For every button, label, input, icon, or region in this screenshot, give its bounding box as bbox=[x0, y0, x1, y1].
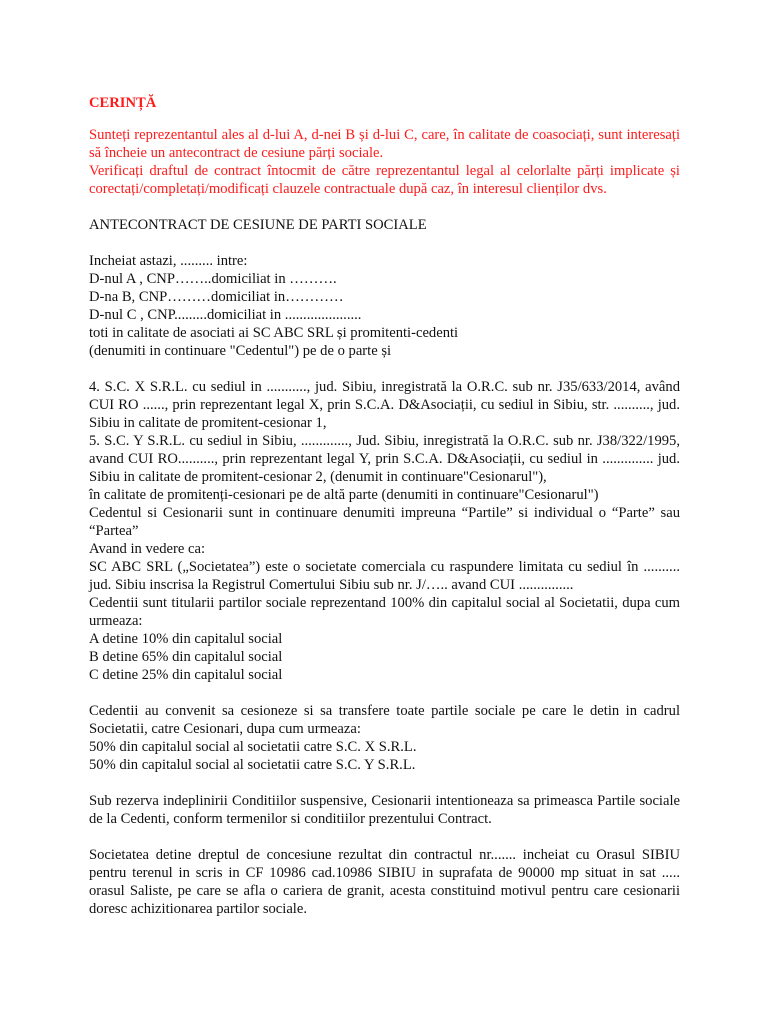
party-a: D-nul A , CNP……..domiciliat in ………. bbox=[89, 271, 337, 287]
partile-line: Cedentul si Cesionarii sunt in continuare denumiti impreuna “Partile” si individual o “Parte” sau “Partea” bbox=[89, 505, 680, 539]
party-4-paragraph: 4. S.C. X S.R.L. cu sediul in ..........., jud. Sibiu, inregistrată la O.R.C. sub nr. J35/633/2014, având CUI RO ......, prin reprezentant legal X, prin S.C.A. D&Asociații, cu sediul in Sibiu, str. .........., jud. Sibiu in calitate de promitent-cesionar 1, bbox=[89, 379, 680, 431]
transfer-item: 50% din capitalul social al societatii catre S.C. Y S.R.L. bbox=[89, 757, 416, 773]
convenit-paragraph: Cedentii au convenit sa cesioneze si sa transfere toate partile sociale pe care le detin in cadrul Societatii, catre Cesionari, dupa cum urmeaza: bbox=[89, 703, 680, 737]
task-paragraph-1: Sunteți reprezentantul ales al d-lui A, d-nei B și d-lui C, care, în calitate de coasociați, sunt interesați să încheie un antecontract de cesiune părți sociale. bbox=[89, 127, 680, 161]
task-paragraph-2: Verificați draftul de contract întocmit de către reprezentantul legal al celorlalte părți implicate și corectați/completați/modificați clauzele contractuale după caz, în interesul clienților dvs. bbox=[89, 163, 680, 197]
party-5-paragraph: 5. S.C. Y S.R.L. cu sediul in Sibiu, ............., Jud. Sibiu, inregistrată la O.R.C. sub nr. J38/322/1995, avand CUI RO.........., prin reprezentant legal Y, prin S.C.A. D&Asociații, cu sediul in .............. jud. Sibiu in calitate de promitent-cesionar 2, (denumit in continuare"Cesionarul"), bbox=[89, 433, 680, 485]
transfer-item: 50% din capitalul social al societatii catre S.C. X S.R.L. bbox=[89, 739, 417, 755]
contract-title: ANTECONTRACT DE CESIUNE DE PARTI SOCIALE bbox=[89, 217, 427, 233]
societatea-paragraph: SC ABC SRL („Societatea”) este o societate comerciala cu raspundere limitata cu sediul în .......... jud. Sibiu inscrisa la Registrul Comertului Sibiu sub nr. J/….. avand CUI ............... bbox=[89, 559, 680, 593]
party-b: D-na B, CNP………domiciliat in………… bbox=[89, 289, 344, 305]
parties-associates: toti in calitate de asociati ai SC ABC SRL și promitenti-cedenti bbox=[89, 325, 459, 341]
task-heading: CERINȚĂ bbox=[89, 95, 157, 111]
parties-intro: Incheiat astazi, ......... intre: bbox=[89, 253, 248, 269]
share-item: B detine 65% din capitalul social bbox=[89, 649, 283, 665]
parties-denumiti: (denumiti in continuare "Cedentul") pe de o parte și bbox=[89, 343, 392, 359]
titulari-paragraph: Cedentii sunt titularii partilor sociale reprezentand 100% din capitalul social al Societatii, dupa cum urmeaza: bbox=[89, 595, 680, 629]
concesiune-paragraph: Societatea detine dreptul de concesiune rezultat din contractul nr....... incheiat cu Orasul SIBIU pentru terenul in scris in CF 10986 cad.10986 SIBIU in suprafata de 90000 mp situat in sat ..... orasul Saliste, pe care se afla o cariera de granit, acesta constituind motivul pentru care cesionarii doresc achizitionarea partilor sociale. bbox=[89, 847, 680, 917]
avand-line: Avand in vedere ca: bbox=[89, 541, 206, 557]
document-body bbox=[89, 94, 680, 918]
share-item: C detine 25% din capitalul social bbox=[89, 667, 283, 683]
party-c: D-nul C , CNP.........domiciliat in ..................... bbox=[89, 307, 362, 323]
rezerva-paragraph: Sub rezerva indeplinirii Conditiilor suspensive, Cesionarii intentioneaza sa primeasca Partile sociale de la Cedenti, conform termenilor si conditiilor prezentului Contract. bbox=[89, 793, 680, 827]
cesionari-line: în calitate de promitenți-cesionari pe de altă parte (denumiti in continuare"Cesionarul") bbox=[89, 487, 599, 503]
share-item: A detine 10% din capitalul social bbox=[89, 631, 283, 647]
